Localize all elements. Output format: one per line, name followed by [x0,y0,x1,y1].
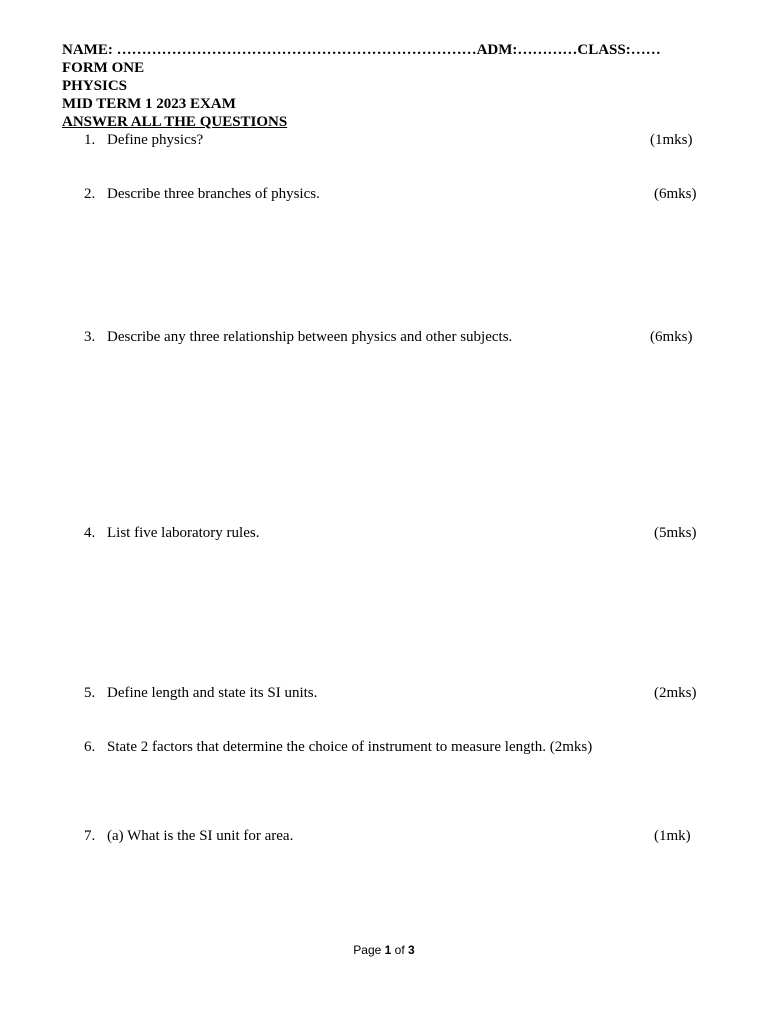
page-footer [0,943,768,957]
total-pages-number: 3 [408,943,415,957]
question-number: 3. [84,329,96,345]
question-number: 5. [84,685,96,701]
question-6 [84,738,592,756]
current-page-number: 1 [384,943,392,957]
question-3 [84,328,512,346]
question-number: 1. [84,132,96,148]
question-text: Describe three branches of physics. [107,186,320,202]
question-5-marks: (2mks) [654,685,697,701]
question-7 [84,827,293,845]
question-text: List five laboratory rules. [107,525,260,541]
question-text: Define length and state its SI units. [107,685,318,701]
exam-title: MID TERM 1 2023 EXAM [62,96,236,112]
question-7-marks: (1mk) [654,828,691,844]
question-text: (a) What is the SI unit for area. [107,828,294,844]
question-text: Define physics? [107,132,204,148]
question-1-marks: (1mks) [650,132,693,148]
question-number: 4. [84,525,96,541]
form-level: FORM ONE [62,60,145,76]
question-2 [84,185,320,203]
of-word: of [394,943,405,957]
page-word: Page [353,943,382,957]
question-2-marks: (6mks) [654,186,697,202]
question-text: Describe any three relationship between physics and other subjects. [107,329,513,345]
question-text: State 2 factors that determine the choice of instrument to measure length. (2mks) [107,739,593,755]
question-1 [84,131,203,149]
question-3-marks: (6mks) [650,329,693,345]
question-number: 2. [84,186,96,202]
name-adm-class-line: NAME: ………………………………………………………………ADM:…………CLASS:…… [62,42,661,58]
question-number: 7. [84,828,96,844]
question-5 [84,684,317,702]
question-4-marks: (5mks) [654,525,697,541]
question-4 [84,524,259,542]
instruction-text: ANSWER ALL THE QUESTIONS [62,114,288,130]
subject-title: PHYSICS [62,78,128,94]
question-number: 6. [84,739,96,755]
